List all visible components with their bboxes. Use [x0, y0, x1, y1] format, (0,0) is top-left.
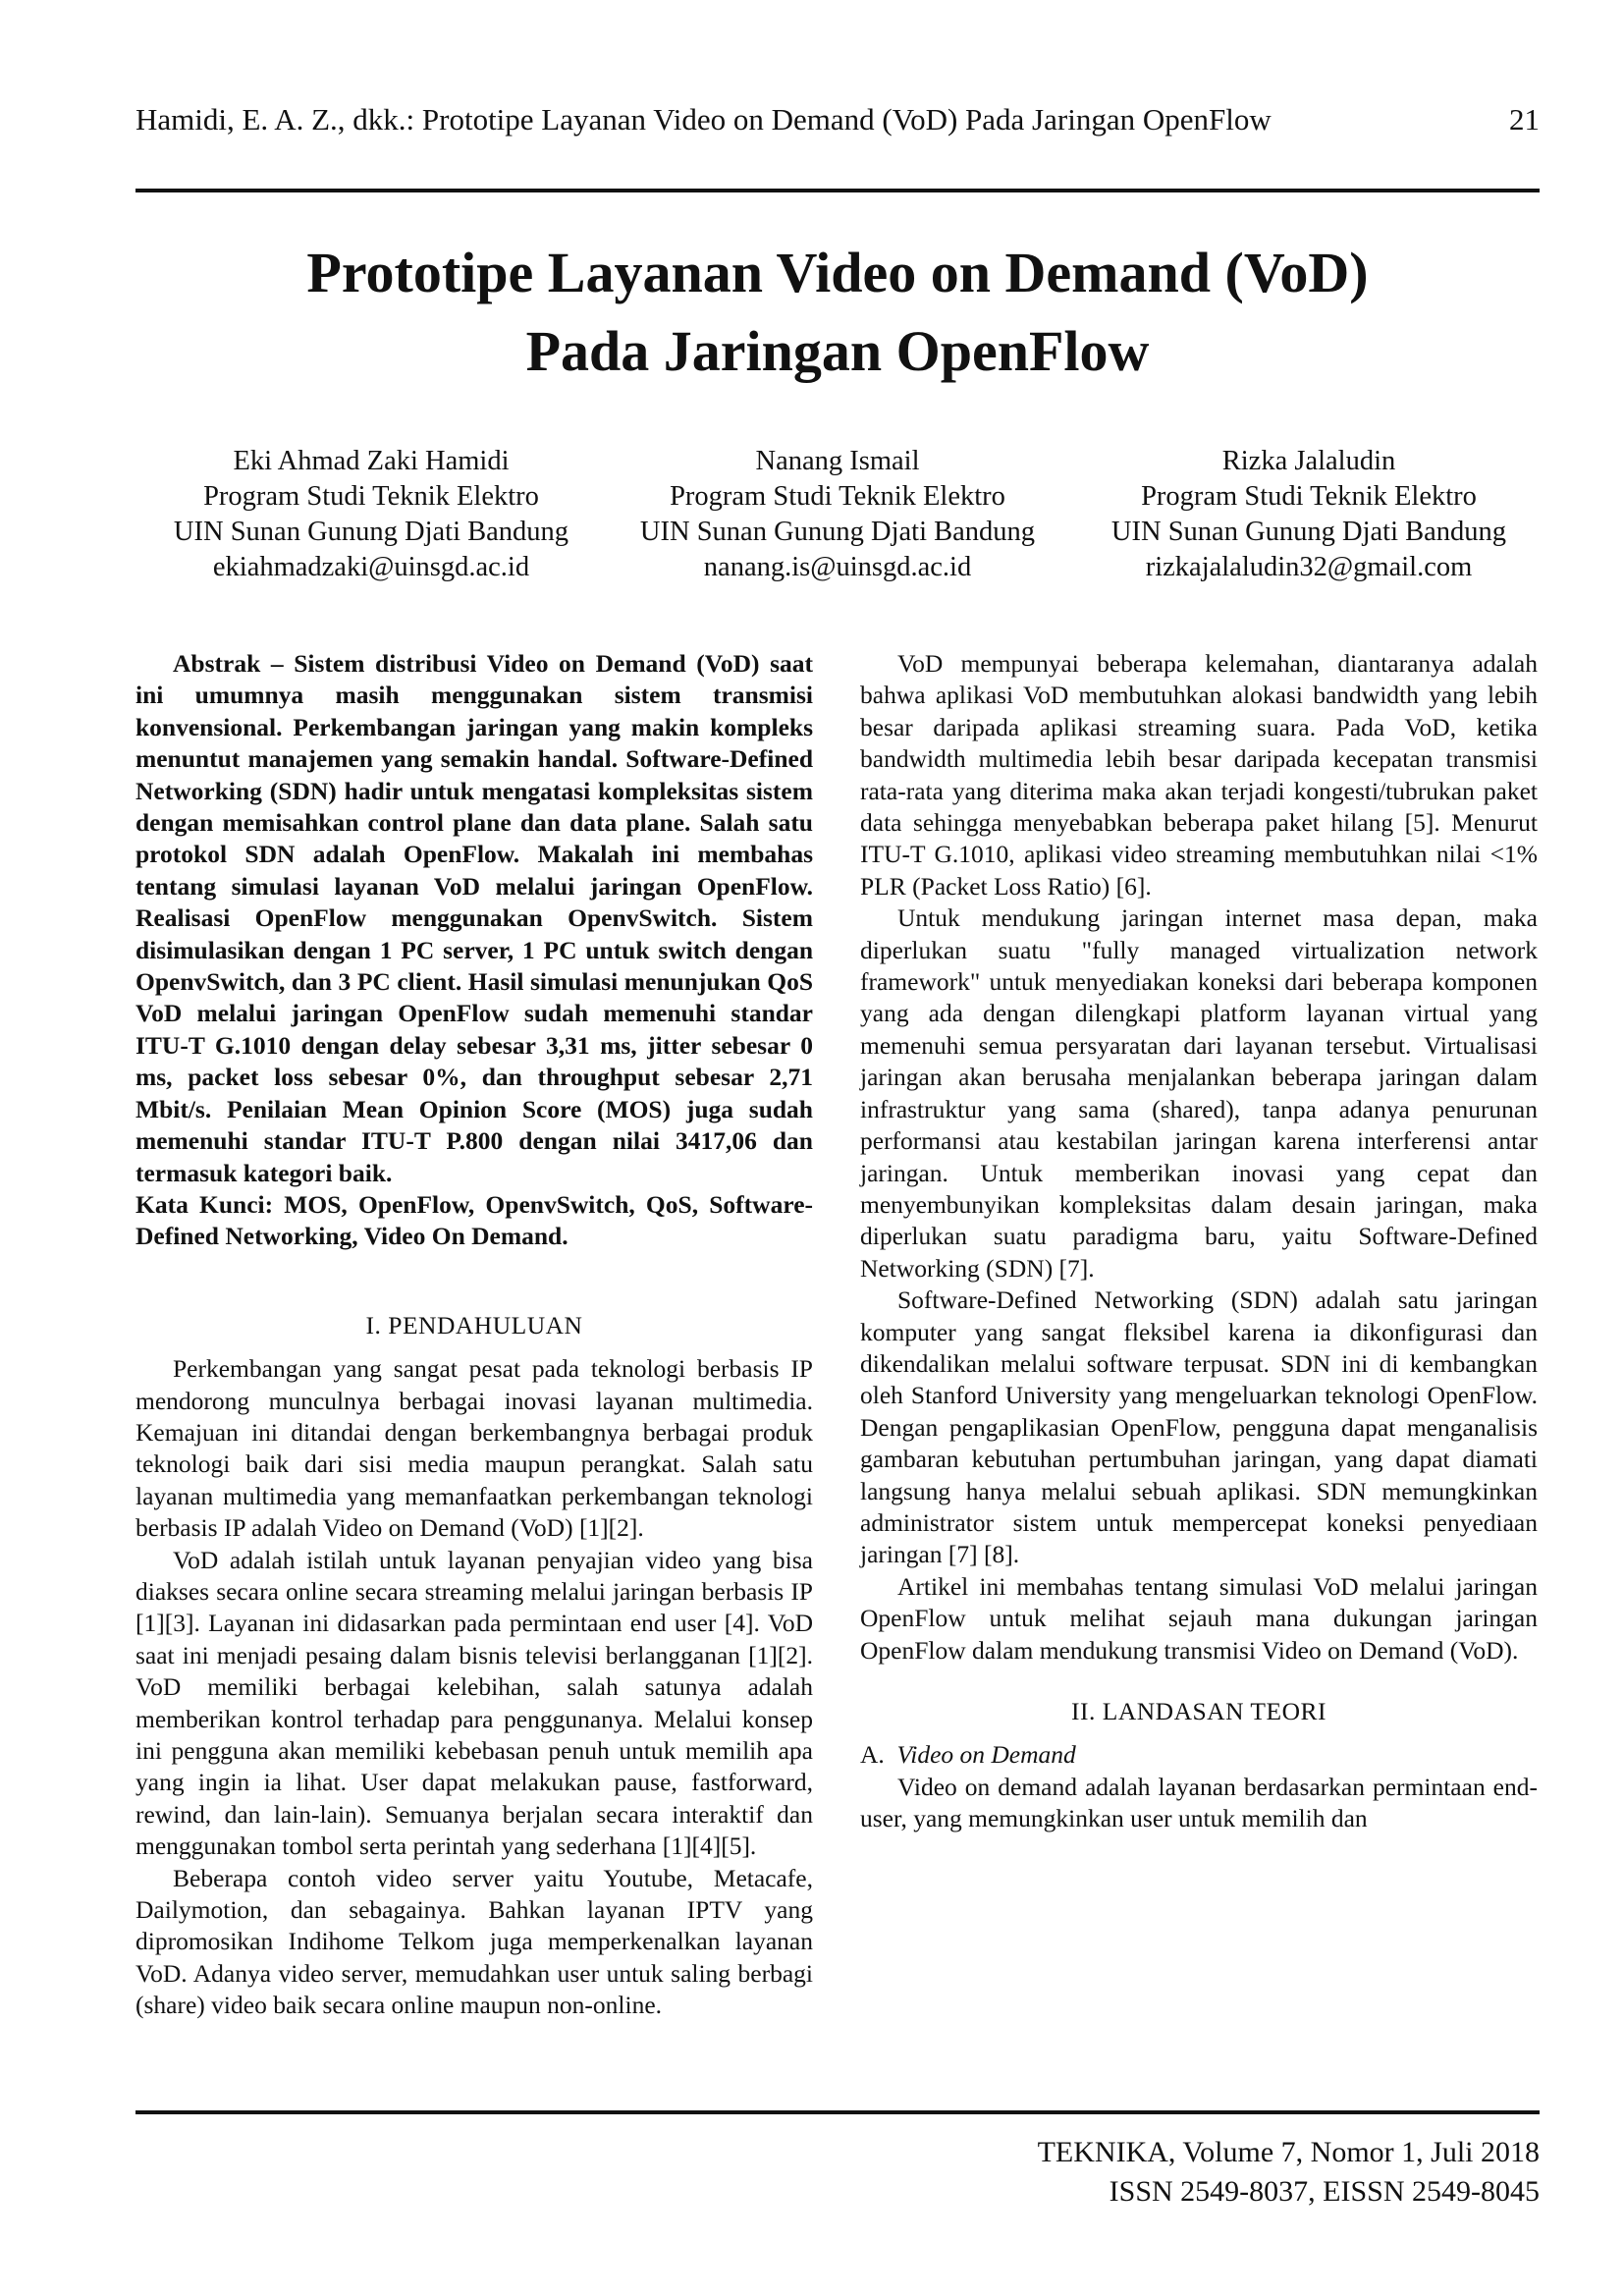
author-name: Rizka Jalaludin	[1221, 446, 1396, 476]
running-title: Hamidi, E. A. Z., dkk.: Prototipe Layanan Video on Demand (VoD) Pada Jaringan OpenFlow	[135, 102, 1272, 137]
author-3	[1073, 444, 1544, 585]
paper-title-line-2: Pada Jaringan OpenFlow	[525, 319, 1150, 383]
header-rule	[135, 189, 1540, 192]
body-paragraph: Video on demand adalah layanan berdasarkan permintaan end-user, yang memungkinkan user untuk memilih dan	[860, 1772, 1538, 1833]
author-email: ekiahmadzaki@uinsgd.ac.id	[212, 552, 530, 582]
body-paragraph: Artikel ini membahas tentang simulasi VoD melalui jaringan OpenFlow untuk melihat sejauh mana dukungan jaringan OpenFlow dalam mendukung transmisi Video on Demand (VoD).	[860, 1571, 1538, 1665]
keywords	[135, 1189, 813, 1253]
keywords-text: MOS, OpenFlow, OpenvSwitch, QoS, Software-Defined Networking, Video On Demand.	[135, 1189, 814, 1251]
body-paragraph: Untuk mendukung jaringan internet masa depan, maka diperlukan suatu "fully managed virtualization network framework" untuk menyediakan koneksi dari beberapa komponen yang ada dengan dilengkapi platform layanan virtual yang memenuhi semua persyaratan dari layanan tersebut. Virtualisasi jaringan akan berusaha menjalankan beberapa jaringan dalam infrastruktur yang sama (shared), tanpa adanya penurunan performansi atau kestabilan jaringan karena interferensi antar jaringan. Untuk memberikan inovasi yang cepat dan menyembunyikan kompleksitas dalam desain jaringan, maka diperlukan suatu paradigma baru, yaitu Software-Defined Networking (SDN) [7].	[860, 903, 1538, 1283]
body-paragraph: VoD mempunyai beberapa kelemahan, diantaranya adalah bahwa aplikasi VoD membutuhkan alokasi bandwidth yang lebih besar daripada aplikasi streaming suara. Pada VoD, ketika bandwidth multimedia lebih besar daripada kecepatan transmisi rata-rata yang diterima maka akan terjadi kongesti/tubrukan paket data sehingga menyebabkan beberapa paket hilang [5]. Menurut ITU-T G.1010, aplikasi video streaming membutuhkan nilai <1% PLR (Packet Loss Ratio) [6].	[860, 649, 1538, 901]
section-heading-landasan-teori: II. LANDASAN TEORI	[1071, 1697, 1326, 1725]
author-name: Eki Ahmad Zaki Hamidi	[233, 446, 510, 476]
footer-journal-info: TEKNIKA, Volume 7, Nomor 1, Juli 2018	[1037, 2136, 1540, 2168]
journal-footer	[1038, 2133, 1540, 2212]
footer-issn: ISSN 2549-8037, EISSN 2549-8045	[1109, 2175, 1540, 2208]
body-paragraph: Perkembangan yang sangat pesat pada teknologi berbasis IP mendorong munculnya berbagai inovasi layanan multimedia. Kemajuan ini ditandai dengan berkembangnya berbagai produk teknologi baik dari sisi media maupun perangkat. Salah satu layanan multimedia yang memanfaatkan perkembangan teknologi berbasis IP adalah Video on Demand (VoD) [1][2].	[135, 1354, 813, 1543]
author-department: Program Studi Teknik Elektro	[670, 481, 1005, 512]
body-paragraph: Beberapa contoh video server yaitu Youtube, Metacafe, Dailymotion, dan sebagainya. Bahkan layanan IPTV yang dipromosikan Indihome Telkom juga memperkenalkan layanan VoD. Adanya video server, memudahkan user untuk saling berbagi (share) video baik secara online maupun non-online.	[135, 1863, 813, 2020]
page-number: 21	[1509, 102, 1540, 137]
body-paragraph: Software-Defined Networking (SDN) adalah satu jaringan komputer yang sangat fleksibel karena ia dikonfigurasi dan dikendalikan melalui software terpusat. SDN ini di kembangkan oleh Stanford University yang mengeluarkan teknologi OpenFlow. Dengan pengaplikasian OpenFlow, pengguna dapat menganalisis gambaran kebutuhan pertumbuhan jaringan, yang dapat diamati langsung hanya melalui sebuah aplikasi. SDN memungkinkan administrator sistem untuk mempercepat koneksi penyediaan jaringan [7] [8].	[860, 1285, 1538, 1569]
subsection-number: A.	[860, 1740, 885, 1770]
abstract-label: Abstrak	[173, 649, 261, 678]
author-institution: UIN Sunan Gunung Djati Bandung	[639, 517, 1036, 547]
body-paragraph: VoD adalah istilah untuk layanan penyajian video yang bisa diakses secara online secara streaming melalui jaringan berbasis IP [1][3]. Layanan ini didasarkan pada permintaan end user [4]. VoD saat ini menjadi pesaing dalam bisnis televisi berlangganan [1][2]. VoD memiliki berbagai kelebihan, salah satunya adalah memberikan kontrol terhadap para penggunanya. Melalui konsep ini pengguna akan memiliki kebebasan penuh untuk memilih apa yang ingin ia lihat. User dapat melakukan pause, fastforward, rewind, dan lain-lain). Semuanya berjalan secara interaktif dan menggunakan tombol serta perintah yang sederhana [1][4][5].	[135, 1545, 813, 1861]
subsection-heading	[860, 1739, 1538, 1771]
running-header	[135, 98, 1540, 141]
paper-title	[135, 234, 1540, 391]
author-block	[135, 444, 1540, 591]
left-column	[135, 648, 813, 2022]
author-1	[135, 444, 607, 585]
author-institution: UIN Sunan Gunung Djati Bandung	[1110, 517, 1507, 547]
subsection-title: Video on Demand	[896, 1740, 1076, 1770]
author-2	[602, 444, 1073, 585]
author-email: nanang.is@uinsgd.ac.id	[703, 552, 972, 582]
author-department: Program Studi Teknik Elektro	[203, 481, 539, 512]
author-email: rizkajalaludin32@gmail.com	[1145, 552, 1473, 582]
abstract: Abstrak – Sistem distribusi Video on Demand (VoD) saat ini umumnya masih menggunakan sistem transmisi konvensional. Perkembangan jaringan yang makin kompleks menuntut manajemen yang semakin handal. Software-Defined Networking (SDN) hadir untuk mengatasi kompleksitas sistem dengan memisahkan control plane dan data plane. Salah satu protokol SDN adalah OpenFlow. Makalah ini membahas tentang simulasi layanan VoD melalui jaringan OpenFlow. Realisasi OpenFlow menggunakan OpenvSwitch. Sistem disimulasikan dengan 1 PC server, 1 PC untuk switch dengan OpenvSwitch, dan 3 PC client. Hasil simulasi menunjukan QoS VoD melalui jaringan OpenFlow sudah memenuhi standar ITU-T G.1010 dengan delay sebesar 3,31 ms, jitter sebesar 0 ms, packet loss sebesar 0%, dan throughput sebesar 2,71 Mbit/s. Penilaian Mean Opinion Score (MOS) juga sudah memenuhi standar ITU-T P.800 dengan nilai 3417,06 dan termasuk kategori baik.	[135, 649, 814, 1187]
author-department: Program Studi Teknik Elektro	[1141, 481, 1477, 512]
section-heading-pendahuluan: I. PENDAHULUAN	[365, 1310, 583, 1339]
author-name: Nanang Ismail	[755, 446, 920, 476]
author-institution: UIN Sunan Gunung Djati Bandung	[173, 517, 569, 547]
paper-title-line-1: Prototipe Layanan Video on Demand (VoD)	[306, 241, 1369, 304]
footer-rule	[135, 2110, 1540, 2114]
keywords-label: Kata Kunci:	[135, 1189, 274, 1219]
abstract-text: Sistem distribusi Video on Demand (VoD) saat ini umumnya masih menggunakan sistem transmisi konvensional. Perkembangan jaringan yang makin kompleks menuntut manajemen yang semakin handal. Software-Defined Networking (SDN) hadir untuk mengatasi kompleksitas sistem dengan memisahkan control plane dan data plane. Salah satu protokol SDN adalah OpenFlow. Makalah ini membahas tentang simulasi layanan VoD melalui jaringan OpenFlow. Realisasi OpenFlow menggunakan OpenvSwitch. Sistem disimulasikan dengan 1 PC server, 1 PC untuk switch dengan OpenvSwitch, dan 3 PC client. Hasil simulasi menunjukan QoS VoD melalui jaringan OpenFlow sudah memenuhi standar ITU-T G.1010 dengan delay sebesar 3,31 ms, jitter sebesar 0 ms, packet loss sebesar 0%, dan throughput sebesar 2,71 Mbit/s. Penilaian Mean Opinion Score (MOS) juga sudah memenuhi standar ITU-T P.800 dengan nilai 3417,06 dan termasuk kategori baik.	[135, 649, 814, 1187]
right-column	[860, 648, 1538, 1835]
